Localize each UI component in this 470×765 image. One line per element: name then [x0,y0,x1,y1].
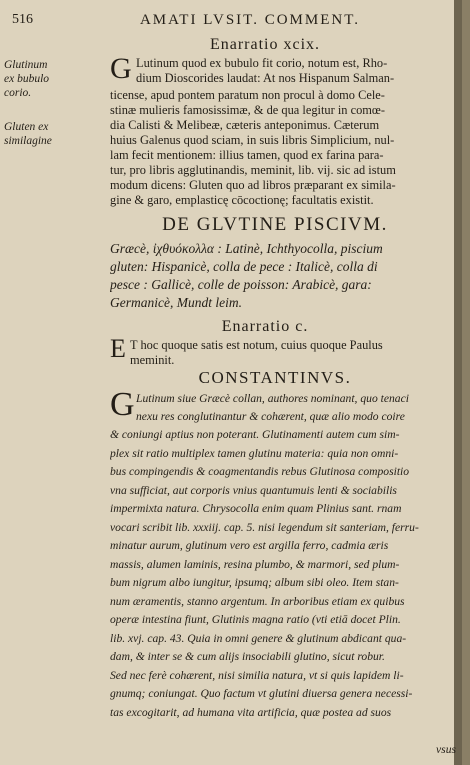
text-line: ticense, apud pontem paratum non procul à domo Cele- [110,88,385,102]
enarratio-c-text [130,338,454,368]
text-line: massis, alumen laminis, resina plumbo, & marmori, sed plum- [110,557,400,571]
text-line: meminit. [130,353,175,367]
text-line: huius Galenus quod sciam, in suis libris Simplicium, nul- [110,133,395,147]
enarratio-99-title: Enarratio xcix. [209,36,321,53]
running-title: AMATI LVSIT. COMMENT. [139,12,361,28]
text-line: num æramentis, stanno argentum. In arboribus etiam ex quibus [110,594,405,608]
text-line: tur, pro libris agglutinandis, meminit, lib. vij. sic ad istum [110,163,396,177]
text-line: bum nigrum albo iungitur, ipsumq; album sibi oleo. Item stan- [110,576,399,589]
text-line: stinæ mulieris famosissimæ, & de qua legitur in comœ- [110,103,385,117]
text-line: minatur aurum, glutinum vero est argilla ferro, cadmia æris [110,539,389,552]
enarratio-c-title: Enarratio c. [221,318,309,335]
text-line: & coniungi aptius non poterant. Glutinamenti autem cum sim- [110,428,400,441]
constantinus-text [110,426,454,722]
page-header [12,12,452,34]
text-line: lib. xvj. cap. 43. Quia in omni genere & glutinum abdicant qua- [110,631,407,645]
constantinus-text-first [136,390,454,426]
enarratio-99-text [136,56,454,86]
dropcap-constantinus: G [110,386,135,423]
text-line: pesce : Gallicè, colle de poisson: Arabicè, gara: [110,277,372,292]
text-line: dia Calisti & Melibeæ, cæteris anteponimus. Cæterum [110,118,380,132]
de-glutine-title: DE GLVTINE PISCIVM. [162,214,388,235]
text-line: gluten: Hispanicè, colla de pece : Italicè, colla di [110,259,378,274]
de-glutine-text [110,240,454,312]
text-line: Germanicè, Mundt leim. [110,295,242,310]
constantinus-title: CONSTANTINVS. [198,368,352,387]
page-number: 516 [12,12,33,27]
text-line: Lutinum siue Græcè collan, authores nominant, quo tenaci [136,392,409,405]
enarratio-99-text-cont [110,88,454,208]
text-line: dium Dioscorides laudat: At nos Hispanum Salman- [136,71,395,85]
text-line: tas excogitarit, ad humana vita artificia, quæ postea ad suos [110,705,392,719]
text-line: T hoc quoque satis est notum, cuius quoque Paulus [130,338,383,352]
text-line: gine & garo, emplasticę cōcoctionę; facultatis existit. [110,193,374,207]
text-line: vocari scribit lib. xxxiij. cap. 5. nisi legendum sit santeriam, ferru- [110,520,419,534]
text-line: impermixta natura. Chrysocolla enim quam Plinius sant. rnam [110,502,402,515]
text-line: operæ intestina fiunt, Glutinis magna ratio (vti etiā docet Plin. [110,613,401,626]
text-line: bus compingendis & coagmentandis rebus Glutinosa compositio [110,465,410,478]
dropcap-enarratio-c: E [110,334,126,363]
text-line: gnumq; coniungat. Quo factum vt glutini diuersa genera necessi- [110,687,413,700]
margin-note-gluten: Gluten ex similagine [4,121,52,147]
text-line: Lutinum quod ex bubulo fit corio, notum est, Rho- [136,56,388,70]
dropcap-enarratio-99: G [110,52,132,85]
catchword: vsus [436,743,456,756]
text-line: lam fecit mentionem: illius tamen, quod ex farina para- [110,148,384,162]
text-line: modum dicens: Gluten quo ad libros præparant ex simila- [110,178,396,192]
text-line: plex sit ratio multiplex tamen glutinu materia: quia non omni- [110,446,399,460]
margin-note-glutinum: Glutinum ex bubulo corio. [4,59,50,99]
text-line: Græcè, ἰχθυόκολλα : Latinè, Ichthyocolla, piscium [110,241,383,256]
text-line: vna sufficiat, aut corporis vnius quantumuis lenti & sociabilis [110,483,397,497]
text-line: Sed nec ferè cohærent, nisi similia natura, vt si quis lapidem li- [110,668,404,682]
text-line: nexu res conglutinantur & cohærent, quæ alio modo coire [136,410,405,423]
text-line: dam, & inter se & cum alijs insociabili glutino, sicut robur. [110,650,385,663]
